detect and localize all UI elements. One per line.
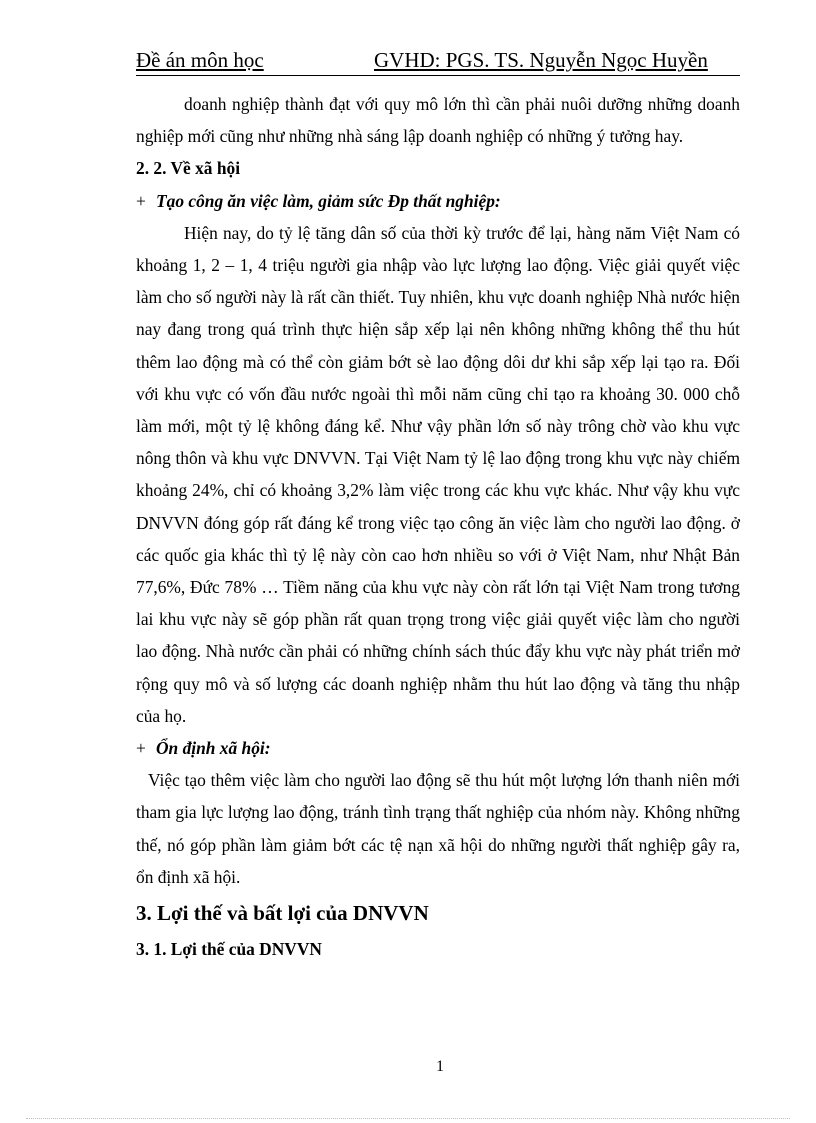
paragraph-stability: Việc tạo thêm việc làm cho người lao động sẽ thu hút một lượng lớn thanh niên mới tham gia lực lượng lao động, tránh tình trạng thất nghiệp của nhóm này. Không những thế, nó góp phần làm giảm bớt các tệ nạn xã hội do những người thất nghiệp gây ra, ổn định xã hội. — [136, 770, 740, 887]
bullet-stability-label: Ổn định xã hội: — [156, 738, 271, 759]
section-heading-3-1: 3. 1. Lợi thế của DNVVN — [136, 939, 322, 960]
page-number: 1 — [436, 1058, 444, 1075]
header-course-title: Đề án môn học — [136, 48, 264, 72]
paragraph-intro: doanh nghiệp thành đạt với quy mô lớn thì cần phải nuôi dưỡng những doanh nghiệp mới cũng như những nhà sáng lập doanh nghiệp có những ý tưởng hay. — [136, 94, 740, 147]
header-supervisor: GVHD: PGS. TS. Nguyễn Ngọc Huyền — [374, 48, 708, 72]
bullet-employment — [136, 185, 740, 217]
section-heading-2-2: 2. 2. Về xã hội — [136, 158, 241, 179]
section-heading-3: 3. Lợi thế và bất lợi của DNVVN — [136, 901, 429, 926]
bullet-stability — [136, 732, 740, 764]
header-divider — [136, 75, 740, 76]
bullet-employment-label: Tạo công ăn việc làm, giảm sức Đp thất nghiệp: — [156, 190, 501, 211]
page-header — [136, 48, 740, 72]
bullet-marker: + — [136, 190, 146, 211]
paragraph-employment: Hiện nay, do tỷ lệ tăng dân số của thời kỳ trước để lại, hàng năm Việt Nam có khoảng 1, 2 – 1, 4 triệu người gia nhập vào lực lượng lao động. Việc giải quyết việc làm cho số người này là rất cần thiết. Tuy nhiên, khu vực doanh nghiệp Nhà nước hiện nay đang trong quá trình thực hiện sắp xếp lại nên không những không thể thu hút thêm lao động mà có thể còn giảm bớt sè lao động dôi dư khi sắp xếp lại tạo ra. Đối với khu vực có vốn đầu nước ngoài thì mỗi năm cũng chỉ tạo ra khoảng 30. 000 chỗ làm mới, một tỷ lệ không đáng kể. Như vậy phần lớn số này trông chờ vào khu vực nông thôn và khu vực DNVVN. Tại Việt Nam tỷ lệ lao động trong khu vực này chiếm khoảng 24%, chỉ có khoảng 3,2% làm việc trong các khu vực khác. Như vậy khu vực DNVVN đóng góp rất đáng kể trong việc tạo công ăn việc làm cho người lao động. ở các quốc gia khác thì tỷ lệ này còn cao hơn nhiều so với ở Việt Nam, như Nhật Bản 77,6%, Đức 78% … Tiềm năng của khu vực này còn rất lớn tại Việt Nam trong tương lai khu vực này sẽ góp phần rất quan trọng trong việc giải quyết việc làm cho người lao động. Nhà nước cần phải có những chính sách thúc đẩy khu vực này phát triển mở rộng quy mô và số lượng các doanh nghiệp nhằm thu hút lao động và tăng thu nhập của họ. — [136, 222, 740, 726]
document-body — [136, 88, 740, 965]
bullet-marker: + — [136, 738, 146, 759]
footer-divider — [26, 1118, 790, 1119]
